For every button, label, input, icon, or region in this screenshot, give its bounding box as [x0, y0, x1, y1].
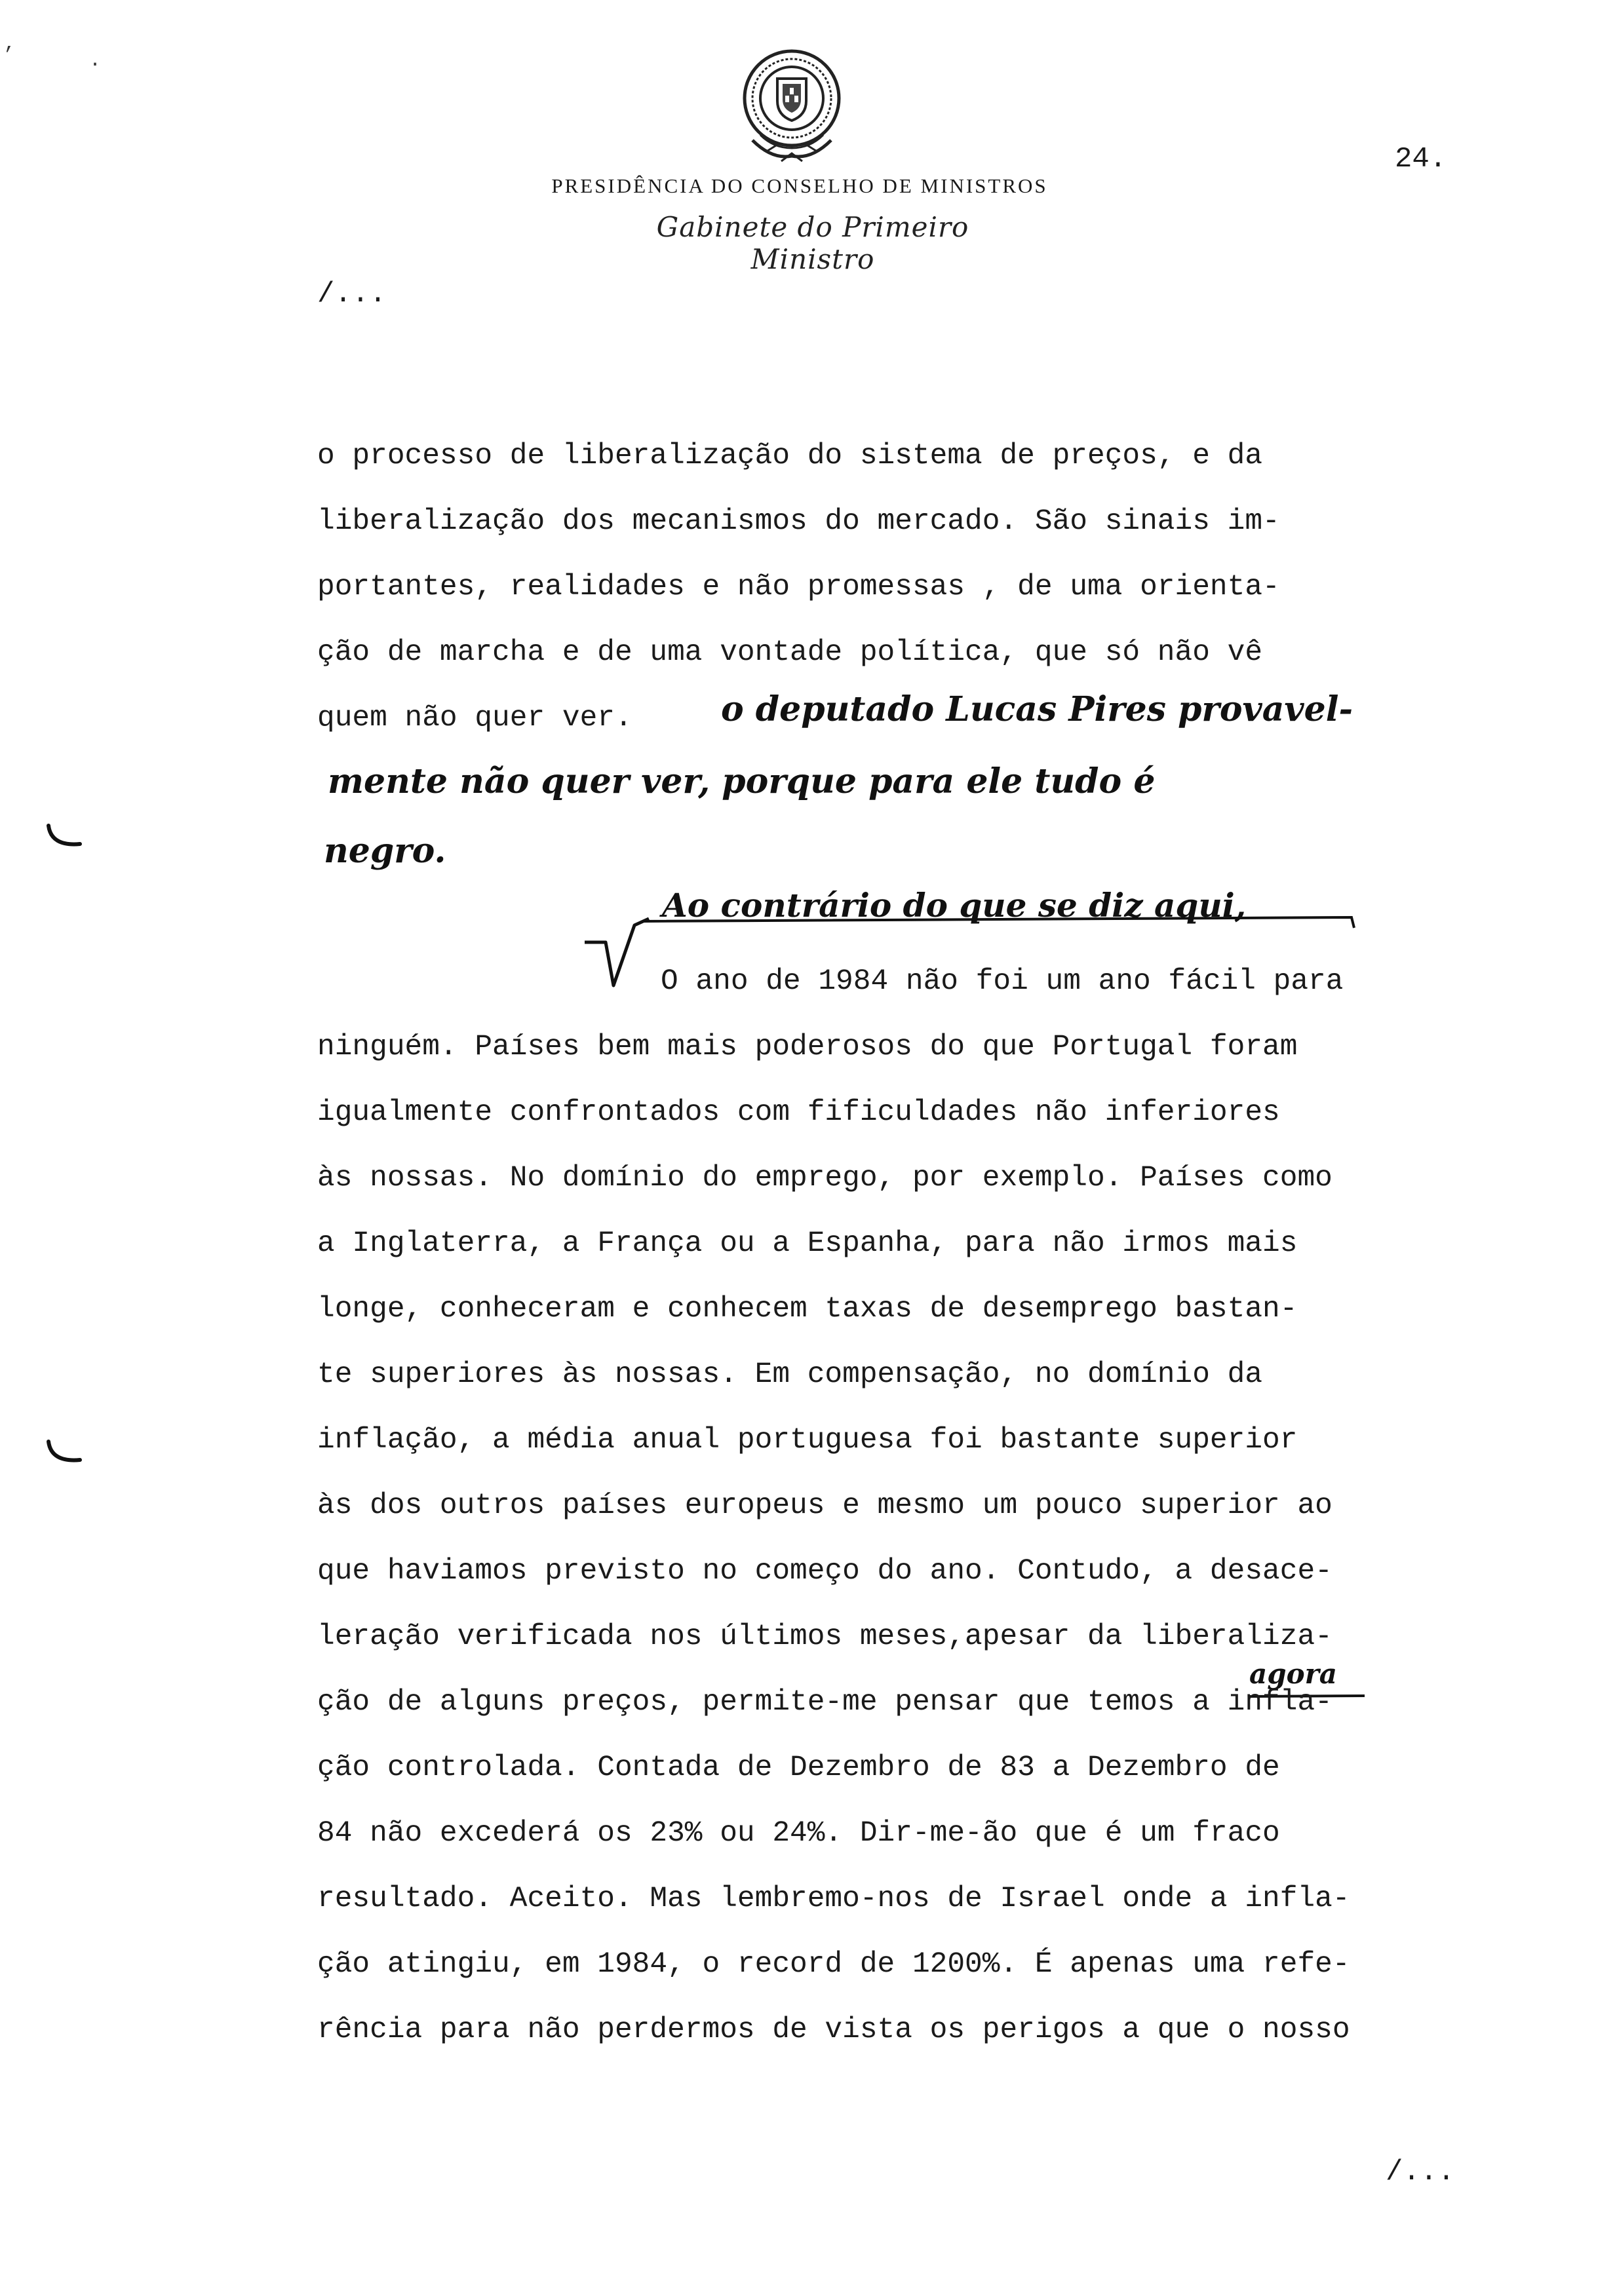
body-line: portantes, realidades e não promessas , de uma orienta-: [317, 571, 1280, 603]
scan-speck: ·: [89, 54, 102, 76]
continuation-mark-top: /...: [317, 278, 387, 311]
body-line: o processo de liberalização do sistema de preços, e da: [317, 440, 1263, 472]
body-line: liberalização dos mecanismos do mercado. São sinais im-: [317, 505, 1280, 538]
coat-of-arms-seal-icon: [726, 42, 857, 170]
page-number: 24.: [1395, 143, 1447, 176]
body-line: resultado. Aceito. Mas lembremo-nos de Israel onde a infla-: [317, 1883, 1350, 1915]
handwritten-note-line: negro.: [324, 831, 446, 871]
body-line: ninguém. Países bem mais poderosos do que Portugal foram: [317, 1031, 1298, 1063]
body-line: ção controlada. Contada de Dezembro de 83 a Dezembro de: [317, 1751, 1280, 1784]
handwritten-note-line: o deputado Lucas Pires provavel-: [721, 689, 1353, 729]
cabinet-title: Gabinete do Primeiro Ministro: [656, 211, 969, 275]
body-line: ção de marcha e de uma vontade política, que só não vê: [317, 636, 1263, 669]
margin-punch-mark-icon: [45, 822, 84, 852]
body-line: te superiores às nossas. Em compensação, no domínio da: [317, 1358, 1263, 1391]
body-line: ção atingiu, em 1984, o record de 1200%. É apenas uma refe-: [317, 1948, 1350, 1981]
body-line: igualmente confrontados com fificuldades não inferiores: [317, 1096, 1280, 1129]
body-line: inflação, a média anual portuguesa foi bastante superior: [317, 1424, 1298, 1457]
body-line: 84 não excederá os 23% ou 24%. Dir-me-ão que é um fraco: [317, 1817, 1280, 1850]
handwritten-insertion: Ao contrário do que se diz aqui,: [662, 886, 1247, 925]
body-line: leração verificada nos últimos meses,apesar da liberaliza-: [317, 1620, 1333, 1653]
handwritten-note-line: mente não quer ver, porque para ele tudo é: [328, 761, 1156, 801]
body-line: longe, conheceram e conhecem taxas de desemprego bastan-: [317, 1293, 1298, 1326]
body-line: que haviamos previsto no começo do ano. Contudo, a desace-: [317, 1555, 1333, 1588]
body-line: O ano de 1984 não foi um ano fácil para: [661, 965, 1344, 998]
office-title: PRESIDÊNCIA DO CONSELHO DE MINISTROS: [551, 174, 1048, 197]
body-line: rência para não perdermos de vista os perigos a que o nosso: [317, 2014, 1350, 2046]
body-line: ção de alguns preços, permite-me pensar que temos a infla-: [317, 1686, 1333, 1719]
body-line: a Inglaterra, a França ou a Espanha, para não irmos mais: [317, 1227, 1298, 1260]
body-line: às nossas. No domínio do emprego, por exemplo. Países como: [317, 1162, 1333, 1195]
handwritten-correction: agora: [1249, 1658, 1337, 1690]
body-line: quem não quer ver.: [317, 702, 632, 735]
margin-punch-mark-icon: [45, 1438, 84, 1468]
scan-speck: ,: [4, 33, 16, 55]
continuation-mark-bottom: /...: [1386, 2156, 1455, 2189]
body-line: às dos outros países europeus e mesmo um pouco superior ao: [317, 1489, 1333, 1522]
